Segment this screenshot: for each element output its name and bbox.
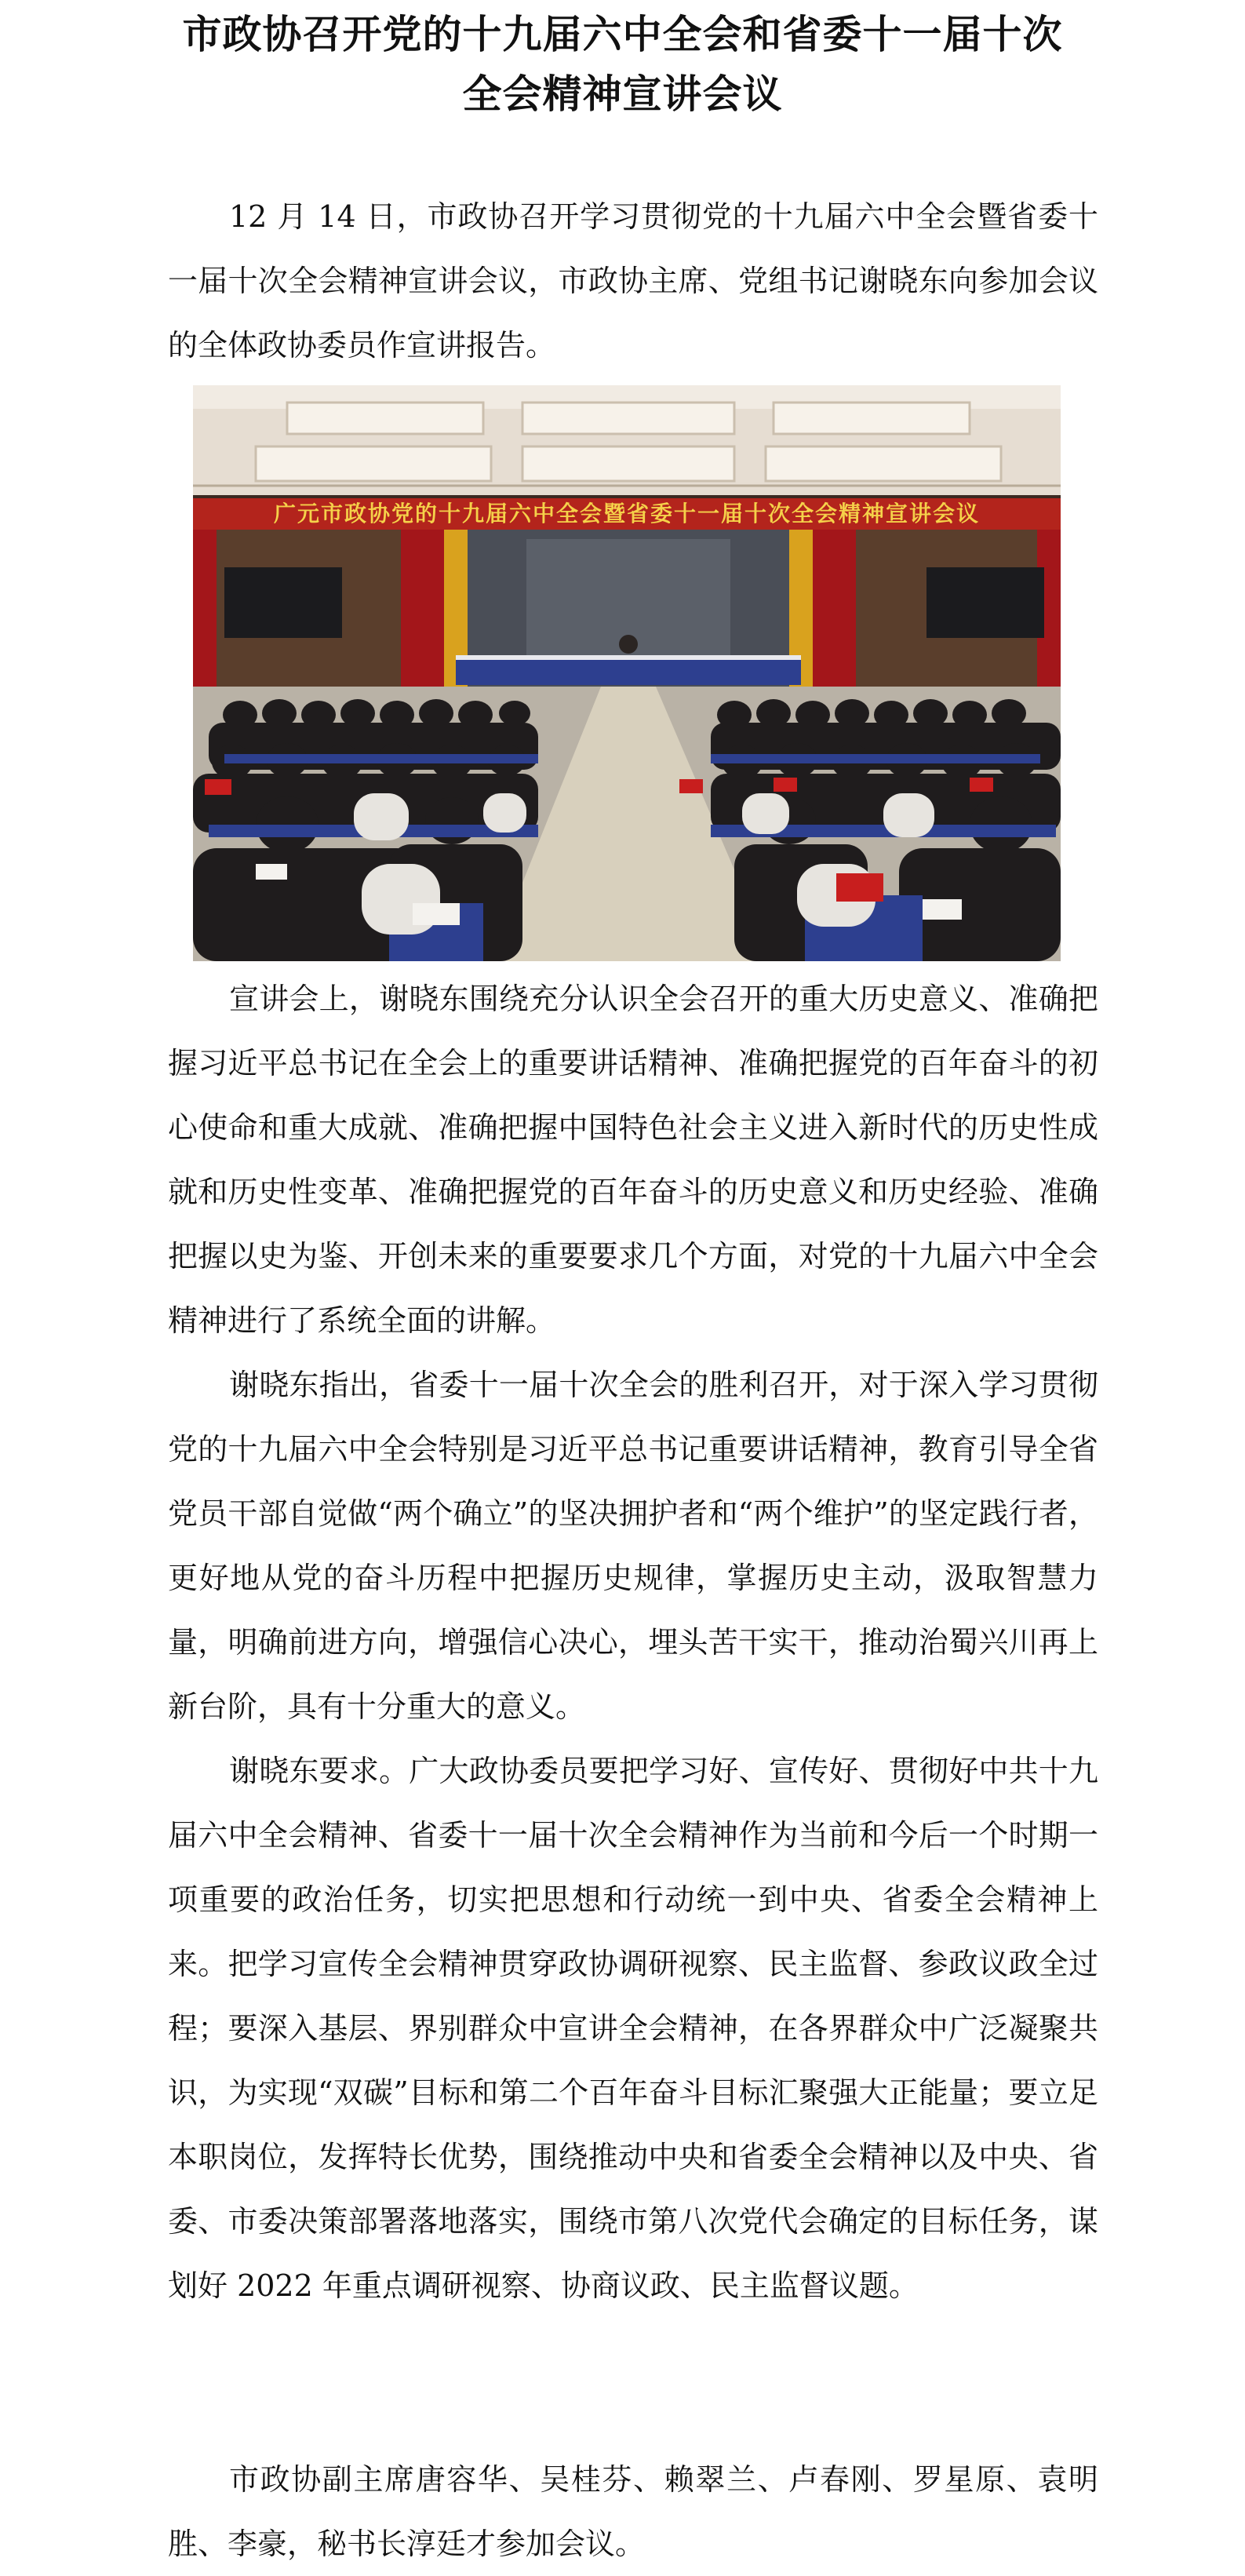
paragraph-5: 市政协副主席唐容华、吴桂芬、赖翠兰、卢春刚、罗星原、袁明胜、李豪，秘书长淳廷才参加会议。 [168,2462,1098,2561]
article-title [126,5,1119,124]
paragraph-4: 谢晓东要求。广大政协委员要把学习好、宣传好、贯彻好中共十九届六中全会精神、省委十一届十次全会精神作为当前和今后一个时期一项重要的政治任务，切实把思想和行动统一到中央、省委全会精神上来。把学习宣传全会精神贯穿政协调研视察、民主监督、参政议政全过程；要深入基层、界别群众中宣讲全会精神，在各界群众中广泛凝聚共识，为实现“双碳”目标和第二个百年奋斗目标汇聚强大正能量；要立足本职岗位，发挥特长优势，围绕推动中央和省委全会精神以及中央、省委、市委决策部署落地落实，围绕市第八次党代会确定的目标任务，谋划好 2022 年重点调研视察、协商议政、民主监督议题。 [168,1754,1098,2303]
paragraph-2: 宣讲会上，谢晓东围绕充分认识全会召开的重大历史意义、准确把握习近平总书记在全会上的重要讲话精神、准确把握党的百年奋斗的初心使命和重大成就、准确把握中国特色社会主义进入新时代的历史性成就和历史性变革、准确把握党的百年奋斗的历史意义和历史经验、准确把握以史为鉴、开创未来的重要要求几个方面，对党的十九届六中全会精神进行了系统全面的讲解。 [168,982,1098,1338]
paragraph-1: 12 月 14 日，市政协召开学习贯彻党的十九届六中全会暨省委十一届十次全会精神宣讲会议，市政协主席、党组书记谢晓东向参加会议的全体政协委员作宣讲报告。 [168,199,1098,363]
paragraph-3: 谢晓东指出，省委十一届十次全会的胜利召开，对于深入学习贯彻党的十九届六中全会特别是习近平总书记重要讲话精神，教育引导全省党员干部自觉做“两个确立”的坚决拥护者和“两个维护”的坚定践行者，更好地从党的奋斗历程中把握历史规律，掌握历史主动，汲取智慧力量，明确前进方向，增强信心决心，埋头苦干实干，推动治蜀兴川再上新台阶，具有十分重大的意义。 [168,1368,1098,1724]
title-line-1: 市政协召开党的十九届六中全会和省委十一届十次 [182,11,1063,57]
banner-text: 广元市政协党的十九届六中全会暨省委十一届十次全会精神宣讲会议 [273,501,980,526]
title-line-2: 全会精神宣讲会议 [462,71,783,117]
meeting-photo [193,385,1061,961]
